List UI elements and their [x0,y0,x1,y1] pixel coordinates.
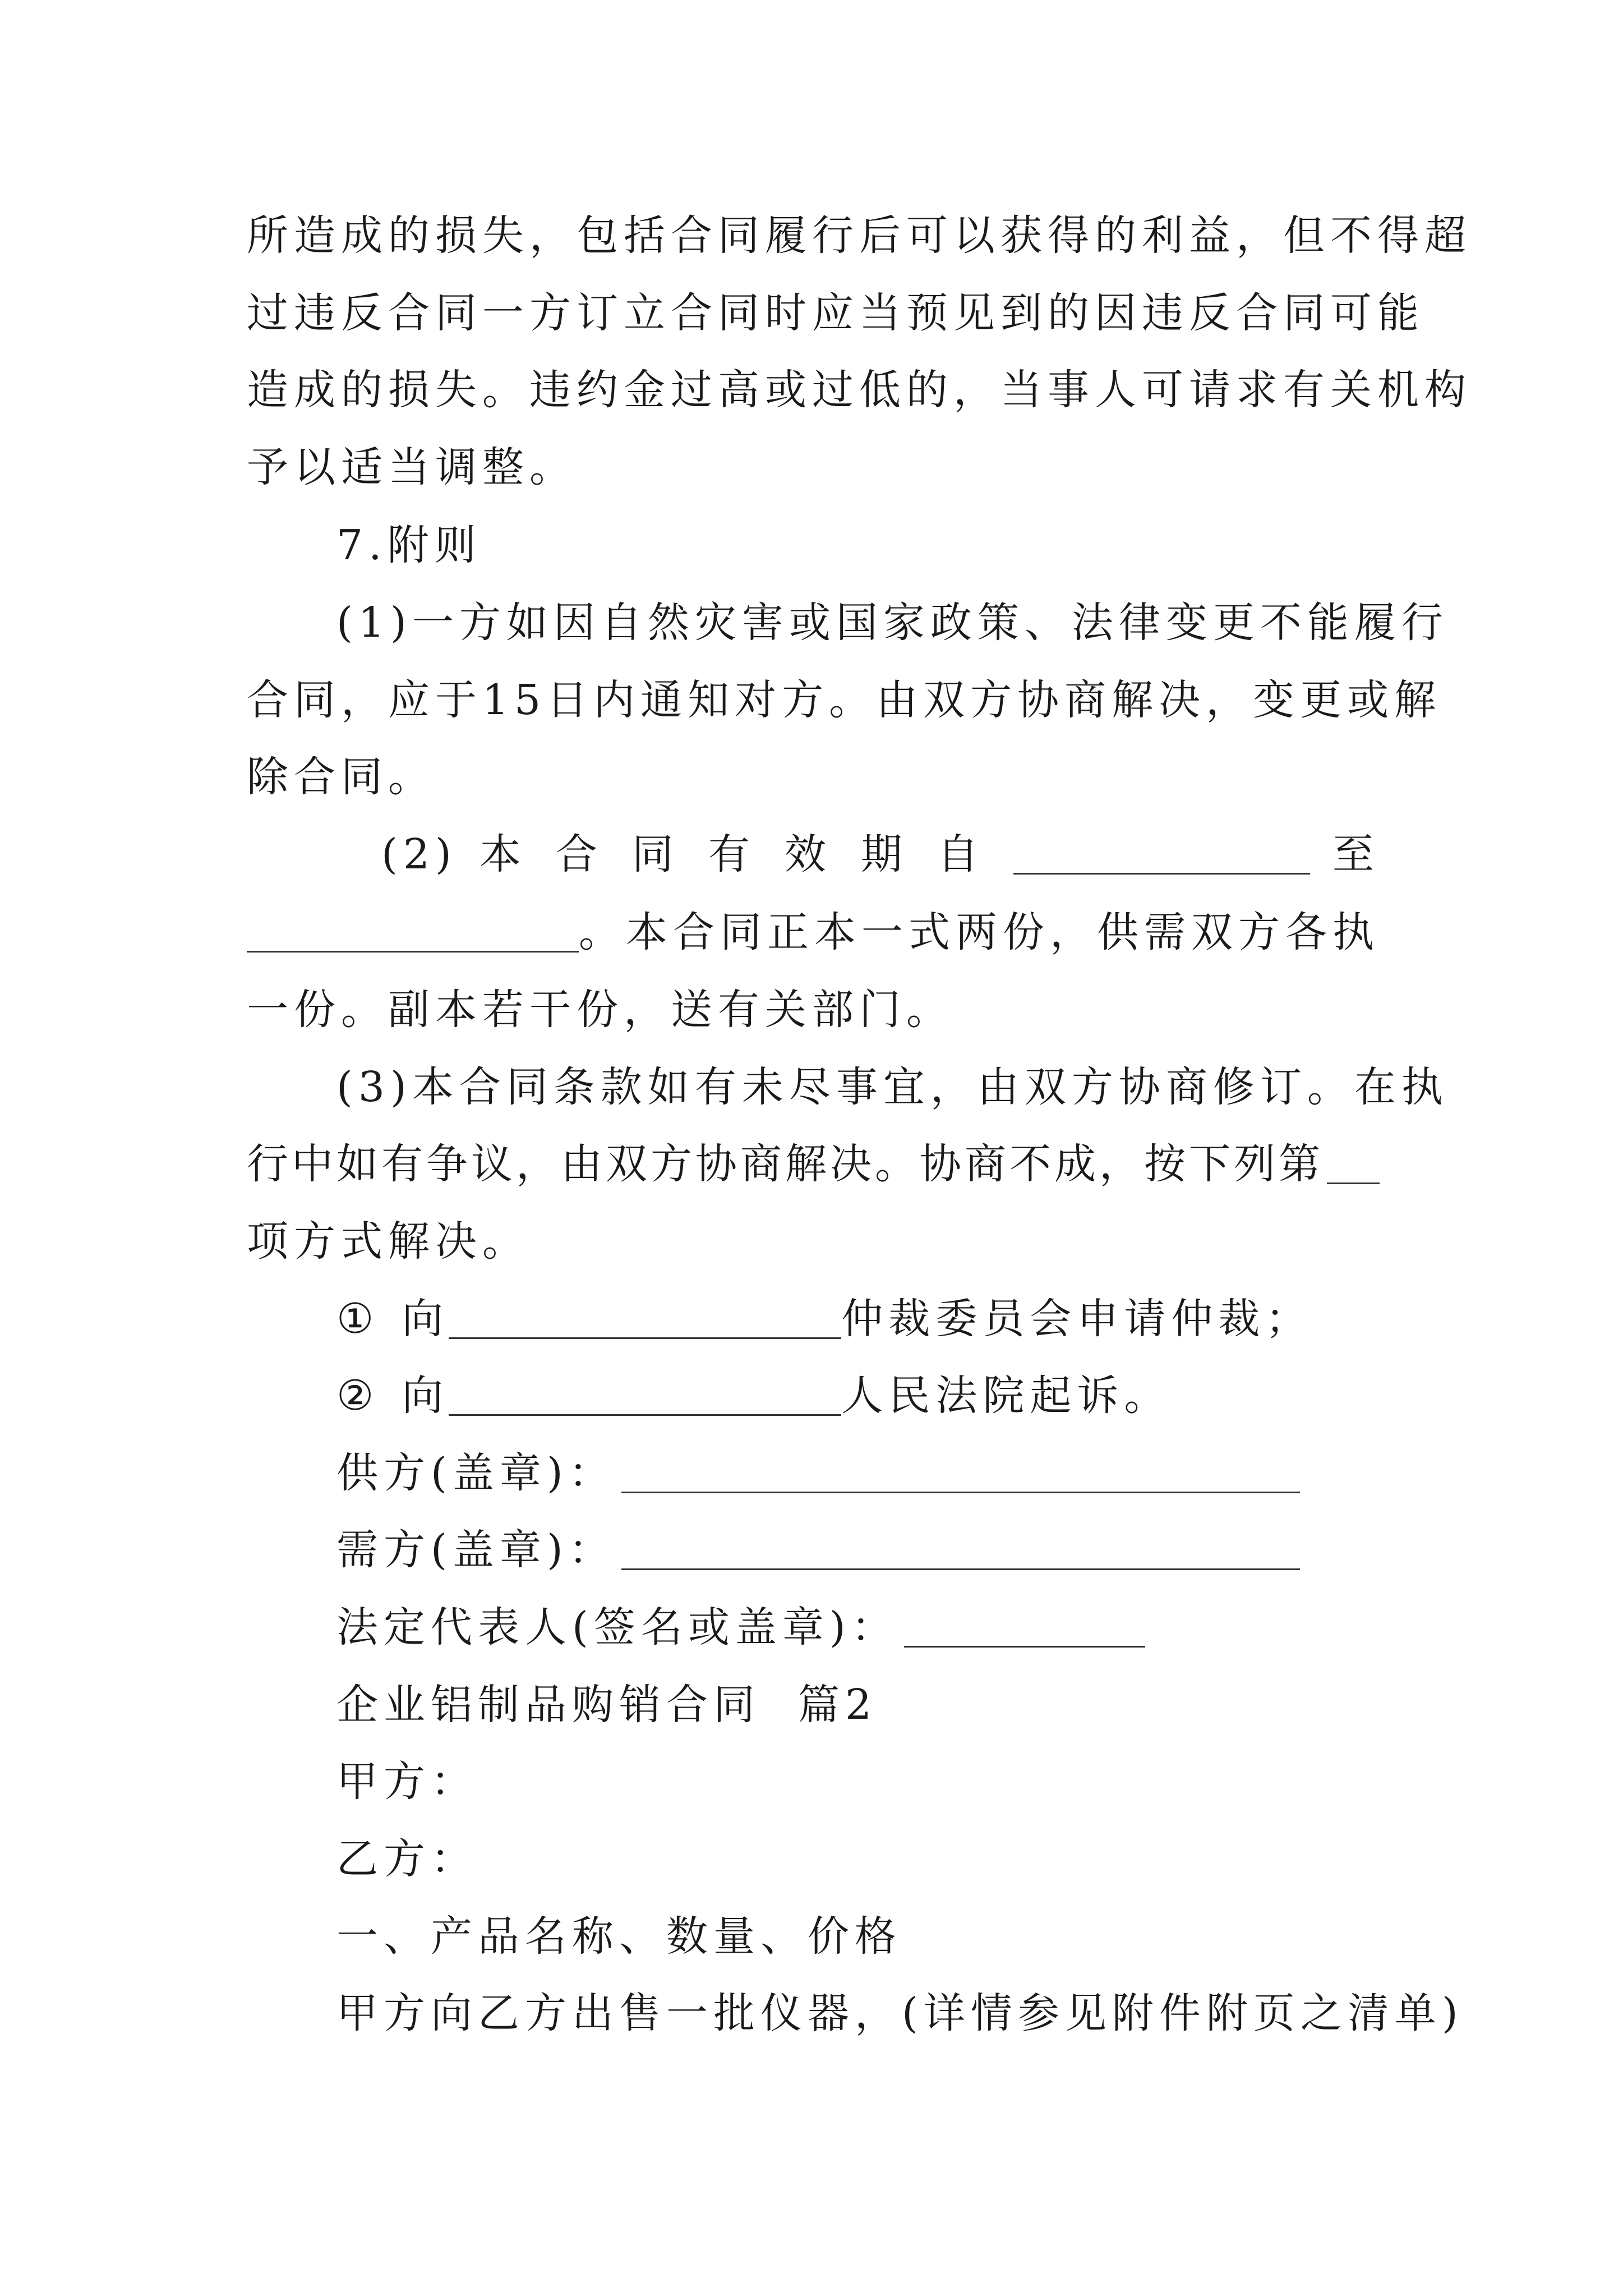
clause-line: 合同，应于15日内通知对方。由双方协商解决，变更或解 [247,676,1442,724]
validity-to: 至 [1332,830,1380,878]
legal-rep-blank [904,1605,1145,1648]
contract-title: 企业铝制品购销合同 篇2 [336,1681,878,1729]
option-prefix: 向 [402,1295,449,1343]
clause-line: 一份。副本若干份，送有关部门。 [247,986,953,1034]
buyer-signature [336,1522,1380,1578]
court-name-blank [449,1374,841,1416]
clause-line: (3)本合同条款如有未尽事宜，由双方协商修订。在执 [336,1063,1449,1111]
clause-line: 除合同。 [247,753,435,801]
option-prefix: 向 [402,1372,449,1420]
arbitration-option [336,1291,1380,1347]
option-suffix: 仲裁委员会申请仲裁； [841,1295,1313,1343]
paragraph-line: 造成的损失。违约金过高或过低的，当事人可请求有关机构 [247,366,1472,414]
section-heading: 7.附则 [336,521,482,569]
start-date-blank [1013,832,1310,875]
dispute-text: 行中如有争议，由双方协商解决。协商不成，按下列第 [247,1140,1324,1188]
paragraph-line: 所造成的损失，包括合同履行后可以获得的利益，但不得超 [247,211,1472,260]
validity-clause-line [247,904,1380,960]
dispute-clause-line [247,1136,1380,1192]
section-heading: 一、产品名称、数量、价格 [336,1912,902,1961]
option-marker: ② [336,1372,380,1420]
legal-rep-label: 法定代表人(签名或盖章)： [336,1603,898,1651]
legal-rep-signature [336,1599,1380,1655]
supplier-signature [336,1445,1380,1501]
paragraph-line: 过违反合同一方订立合同时应当预见到的因违反合同可能 [247,289,1424,337]
option-number-blank [1327,1142,1380,1184]
supplier-label: 供方(盖章)： [336,1449,616,1497]
option-suffix: 人民法院起诉。 [841,1372,1172,1420]
party-a-label: 甲方： [336,1757,478,1806]
validity-label: 本合同有效期自 [479,830,1013,878]
buyer-label: 需方(盖章)： [336,1526,616,1574]
validity-suffix: 。本合同正本一式两份，供需双方各执 [579,908,1380,956]
supplier-seal-blank [621,1451,1300,1493]
clause-number: (2) [381,830,457,878]
buyer-seal-blank [621,1528,1300,1570]
arbitration-committee-blank [449,1297,841,1339]
validity-clause-line [381,826,1380,882]
clause-line: 项方式解决。 [247,1217,529,1266]
court-option [336,1368,1380,1424]
end-date-blank [247,910,579,953]
option-marker: ① [336,1295,380,1343]
section-body: 甲方向乙方出售一批仪器，(详情参见附件附页之清单) [336,1989,1464,2037]
party-b-label: 乙方： [336,1835,478,1883]
paragraph-line: 予以适当调整。 [247,443,577,491]
clause-line: (1)一方如因自然灾害或国家政策、法律变更不能履行 [336,599,1449,647]
